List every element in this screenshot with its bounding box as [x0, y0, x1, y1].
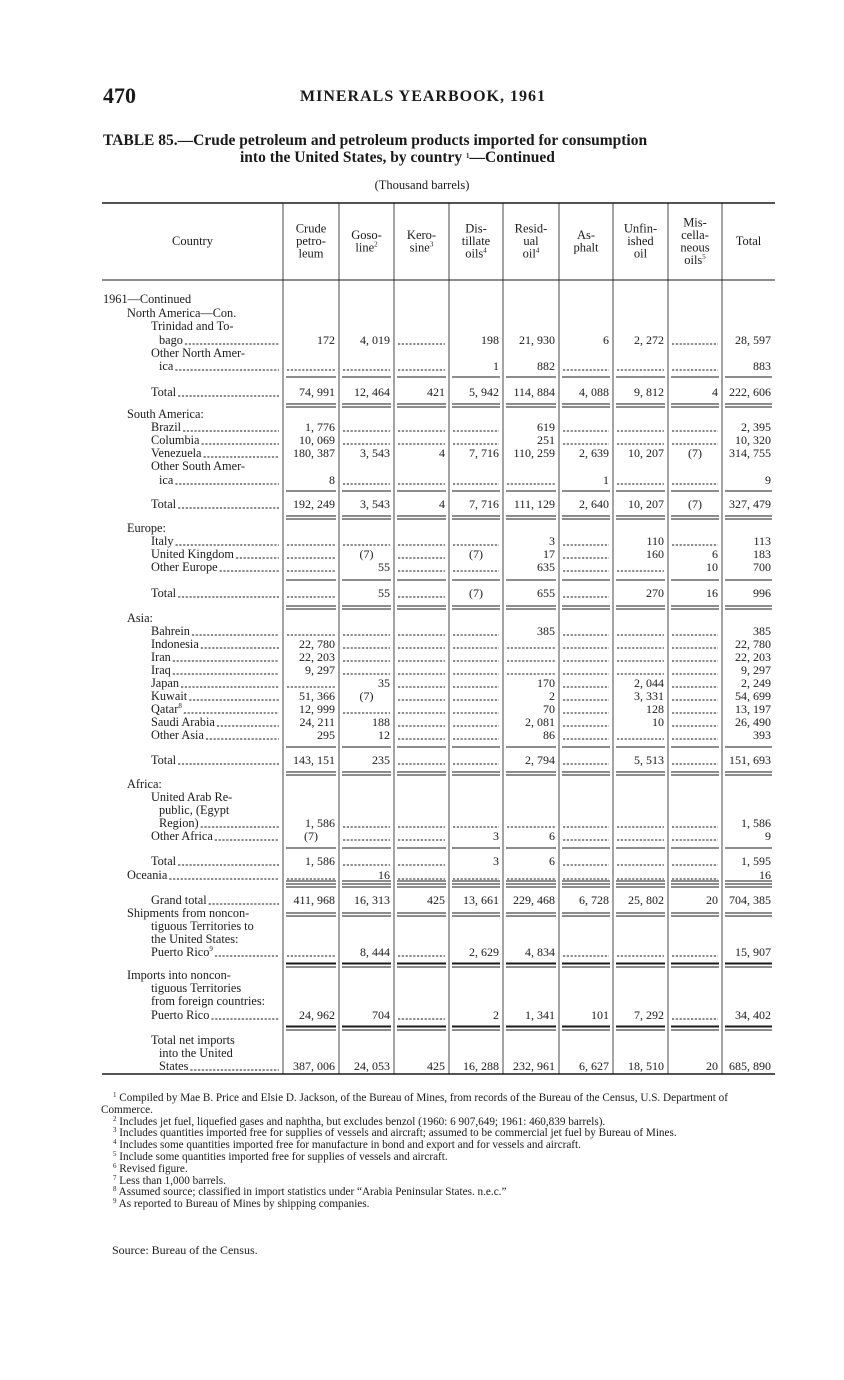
cell-value-total: 393 — [753, 728, 771, 742]
cell-value-distillate: 3 — [493, 829, 499, 843]
row-label: Total net imports — [151, 1033, 235, 1047]
cell-value-gasoline: 16, 313 — [354, 893, 390, 907]
cell-value-misc: 20 — [706, 1059, 718, 1073]
cell-value-kerosine: 425 — [427, 1059, 445, 1073]
row-label: the United States: — [151, 932, 239, 946]
cell-value-crude: 24, 962 — [299, 1008, 335, 1022]
cell-value-residual: 385 — [537, 624, 555, 638]
table-unit: (Thousand barrels) — [374, 178, 470, 192]
row-label: Grand total — [151, 893, 207, 907]
row-label: Imports into noncon- — [127, 968, 231, 982]
footnote-marker: 5 — [113, 1149, 117, 1158]
cell-value-residual: 111, 129 — [513, 497, 555, 511]
column-header-kerosine: Kero- — [406, 227, 437, 242]
column-header-crude: petro- — [296, 234, 326, 248]
row-label: into the United — [159, 1046, 233, 1060]
cell-value-residual: 6 — [549, 854, 555, 868]
cell-value-unfinished: 3, 331 — [634, 689, 664, 703]
source-note: Source: Bureau of the Census. — [112, 1243, 258, 1257]
row-label: States — [159, 1059, 189, 1073]
cell-value-crude: 387, 006 — [293, 1059, 335, 1073]
cell-value-crude: 74, 991 — [299, 385, 335, 399]
row-label: Other South Amer- — [151, 459, 246, 473]
row-label: 1961—Continued — [103, 292, 192, 306]
cell-value-residual: 655 — [537, 586, 555, 600]
cell-value-unfinished: 10, 207 — [628, 446, 664, 460]
row-label: Total — [151, 854, 177, 868]
row-label: Shipments from noncon- — [127, 906, 250, 920]
cell-value-unfinished: 110 — [646, 534, 664, 548]
cell-value-residual: 70 — [543, 702, 555, 716]
row-label: from foreign countries: — [151, 994, 266, 1008]
cell-value-total: 222, 606 — [729, 385, 771, 399]
row-label: Africa: — [127, 777, 162, 791]
cell-value-residual: 3 — [549, 534, 555, 548]
footnote-text: Include some quantities imported free for supplies of vessels and aircraft. — [116, 1150, 448, 1163]
row-label: Puerto Rico — [151, 1008, 210, 1022]
row-label: Iraq — [151, 663, 171, 677]
row-label: Trinidad and To- — [151, 319, 234, 333]
row-label: tiguous Territories — [151, 981, 242, 995]
row-label: Japan — [151, 676, 179, 690]
footnote-marker: 6 — [113, 1161, 117, 1170]
cell-value-total: 22, 203 — [735, 650, 771, 664]
cell-value-total: 28, 597 — [735, 333, 771, 347]
row-label: Asia: — [127, 611, 153, 625]
cell-value-total: 34, 402 — [735, 1008, 771, 1022]
column-header-misc: neous — [680, 240, 710, 255]
column-header-residual: ual — [523, 234, 539, 248]
cell-value-unfinished: 10, 207 — [628, 497, 664, 511]
cell-value-total: 113 — [753, 534, 771, 548]
cell-value-crude: 12, 999 — [299, 702, 335, 716]
footnote-text: Includes quantities imported free for supplies of vessels and aircraft; assumed to be commercial jet fuel by Bureau of Mines. — [116, 1127, 677, 1140]
cell-value-distillate: (7) — [469, 547, 483, 561]
row-label: Kuwait — [151, 689, 188, 703]
row-label: Venezuela — [151, 446, 202, 460]
title-line-2-suffix: —Continued — [469, 149, 555, 166]
cell-value-residual: 882 — [537, 359, 555, 373]
cell-value-gasoline: (7) — [359, 547, 374, 561]
row-label: Total — [151, 586, 177, 600]
cell-value-total: 54, 699 — [735, 689, 771, 703]
row-label: Region) — [159, 816, 199, 830]
cell-value-unfinished: 2, 044 — [634, 676, 664, 690]
column-header-gasoline: line$^2$ — [355, 240, 378, 255]
cell-value-kerosine: 425 — [427, 893, 445, 907]
column-header-kerosine: sine$^3$ — [409, 240, 434, 255]
cell-value-gasoline: 3, 543 — [360, 446, 390, 460]
cell-value-crude: 1, 586 — [305, 816, 335, 830]
cell-value-distillate: 1 — [493, 359, 499, 373]
cell-value-gasoline: 8, 444 — [360, 945, 390, 959]
cell-value-kerosine: 4 — [439, 446, 445, 460]
cell-value-asphalt: 101 — [591, 1008, 609, 1022]
cell-value-kerosine: 4 — [439, 497, 445, 511]
cell-value-crude: 411, 968 — [293, 893, 335, 907]
cell-value-gasoline: 235 — [372, 753, 390, 767]
row-label: Total — [151, 385, 177, 399]
footnote-text: Less than 1,000 barrels. — [116, 1174, 226, 1187]
row-label: ica — [159, 359, 174, 373]
column-header-misc: cella- — [681, 227, 709, 242]
cell-value-gasoline: 24, 053 — [354, 1059, 390, 1073]
cell-value-gasoline: 16 — [378, 868, 390, 882]
cell-value-residual: 251 — [537, 433, 555, 447]
cell-value-unfinished: 18, 510 — [628, 1059, 664, 1073]
page-number: 470 — [103, 83, 136, 108]
row-label: ica — [159, 473, 174, 487]
cell-value-crude: 1, 776 — [305, 420, 335, 434]
cell-value-misc: 4 — [712, 385, 718, 399]
column-header-distillate: Dis- — [465, 221, 487, 236]
cell-value-total: 314, 755 — [729, 446, 771, 460]
column-header-residual: oil$^4$ — [522, 246, 540, 261]
cell-value-asphalt: 2, 640 — [579, 497, 609, 511]
cell-value-residual: 4, 834 — [525, 945, 555, 959]
cell-value-total: 15, 907 — [735, 945, 771, 959]
cell-value-asphalt: 4, 088 — [579, 385, 609, 399]
row-label: Other North Amer- — [151, 346, 246, 360]
cell-value-residual: 86 — [543, 728, 555, 742]
cell-value-residual: 21, 930 — [519, 333, 555, 347]
cell-value-gasoline: 35 — [378, 676, 390, 690]
row-label: Other Asia — [151, 728, 204, 742]
footnote-marker: 2 — [113, 1114, 117, 1123]
row-label: Italy — [151, 534, 174, 548]
footnotes — [101, 1093, 777, 1211]
row-label: Total — [151, 497, 177, 511]
cell-value-residual: 619 — [537, 420, 555, 434]
footnote-text: Compiled by Mae B. Price and Elsie D. Jackson, of the Bureau of Mines, from records of the Bureau of the Census, U.S. Department of Commerce. — [101, 1092, 728, 1116]
row-label: Qatar$^8$ — [151, 702, 182, 716]
cell-value-total: 151, 693 — [729, 753, 771, 767]
cell-value-residual: 229, 468 — [513, 893, 555, 907]
column-header-unfinished: ished — [627, 234, 654, 248]
cell-value-misc: 16 — [706, 586, 718, 600]
column-header-misc: oils$^5$ — [684, 252, 706, 267]
cell-value-kerosine: 421 — [427, 385, 445, 399]
row-label: North America—Con. — [127, 306, 237, 320]
cell-value-total: 996 — [753, 586, 771, 600]
column-header-country: Country — [172, 234, 213, 248]
cell-value-unfinished: 160 — [646, 547, 664, 561]
cell-value-crude: 24, 211 — [299, 715, 335, 729]
footnote-1 — [101, 1093, 777, 1117]
cell-value-crude: (7) — [304, 829, 318, 843]
cell-value-total: 2, 395 — [741, 420, 771, 434]
cell-value-residual: 2 — [549, 689, 555, 703]
row-label: public, (Egypt — [159, 803, 230, 817]
cell-value-unfinished: 7, 292 — [634, 1008, 664, 1022]
cell-value-distillate: 198 — [481, 333, 499, 347]
row-label: United Arab Re- — [151, 790, 233, 804]
cell-value-asphalt: 6, 627 — [579, 1059, 609, 1073]
cell-value-residual: 2, 794 — [525, 753, 555, 767]
column-header-asphalt: As- — [576, 227, 596, 242]
cell-value-unfinished: 9, 812 — [634, 385, 664, 399]
cell-value-crude: 295 — [317, 728, 335, 742]
cell-value-distillate: (7) — [469, 586, 483, 600]
cell-value-residual: 114, 884 — [513, 385, 555, 399]
cell-value-crude: 180, 387 — [293, 446, 335, 460]
cell-value-total: 13, 197 — [735, 702, 771, 716]
cell-value-misc: (7) — [688, 497, 702, 511]
cell-value-distillate: 2 — [493, 1008, 499, 1022]
row-label: Iran — [151, 650, 171, 664]
footnote-marker: 1 — [113, 1091, 117, 1099]
cell-value-unfinished: 25, 802 — [628, 893, 664, 907]
cell-value-crude: 192, 249 — [293, 497, 335, 511]
cell-value-crude: 22, 203 — [299, 650, 335, 664]
cell-value-asphalt: 1 — [603, 473, 609, 487]
cell-value-unfinished: 10 — [652, 715, 664, 729]
cell-value-total: 385 — [753, 624, 771, 638]
cell-value-asphalt: 2, 639 — [579, 446, 609, 460]
cell-value-total: 26, 490 — [735, 715, 771, 729]
column-header-gasoline: Goso- — [351, 227, 382, 242]
cell-value-total: 1, 586 — [741, 816, 771, 830]
cell-value-total: 10, 320 — [735, 433, 771, 447]
row-label: Europe: — [127, 521, 166, 535]
cell-value-crude: 22, 780 — [299, 637, 335, 651]
cell-value-crude: 51, 366 — [299, 689, 335, 703]
cell-value-total: 2, 249 — [741, 676, 771, 690]
row-label: Bahrein — [151, 624, 190, 638]
footnote-text: Revised figure. — [116, 1162, 188, 1175]
cell-value-residual: 170 — [537, 676, 555, 690]
row-label: Total — [151, 753, 177, 767]
row-label: Other Europe — [151, 560, 218, 574]
column-header-distillate: tillate — [461, 234, 491, 248]
footnote-marker: 4 — [113, 1138, 117, 1147]
footnote-marker: 7 — [113, 1173, 117, 1182]
cell-value-distillate: 3 — [493, 854, 499, 868]
cell-value-residual: 17 — [543, 547, 555, 561]
cell-value-unfinished: 128 — [646, 702, 664, 716]
cell-value-gasoline: 12, 464 — [354, 385, 390, 399]
cell-value-gasoline: 3, 543 — [360, 497, 390, 511]
column-header-distillate: oils$^4$ — [465, 246, 487, 261]
cell-value-total: 9 — [765, 829, 771, 843]
cell-value-distillate: 13, 661 — [463, 893, 499, 907]
column-header-unfinished: oil — [633, 246, 648, 261]
footnote-9 — [101, 1199, 777, 1211]
cell-value-asphalt: 6, 728 — [579, 893, 609, 907]
row-label: Saudi Arabia — [151, 715, 215, 729]
cell-value-unfinished: 5, 513 — [634, 753, 664, 767]
cell-value-gasoline: 188 — [372, 715, 390, 729]
row-label: Indonesia — [151, 637, 199, 651]
cell-value-total: 183 — [753, 547, 771, 561]
cell-value-unfinished: 270 — [646, 586, 664, 600]
cell-value-residual: 110, 259 — [513, 446, 555, 460]
cell-value-crude: 1, 586 — [305, 854, 335, 868]
cell-value-total: 16 — [759, 868, 771, 882]
footnote-marker: 3 — [113, 1126, 117, 1135]
cell-value-residual: 232, 961 — [513, 1059, 555, 1073]
cell-value-gasoline: 55 — [378, 560, 390, 574]
cell-value-crude: 172 — [317, 333, 335, 347]
cell-value-total: 22, 780 — [735, 637, 771, 651]
cell-value-distillate: 7, 716 — [469, 497, 499, 511]
column-header-crude: Crude — [295, 221, 327, 236]
row-label: Brazil — [151, 420, 182, 434]
row-label: Columbia — [151, 433, 200, 447]
title-footnote-ref: 1 — [466, 152, 470, 160]
cell-value-misc: 10 — [706, 560, 718, 574]
cell-value-misc: 6 — [712, 547, 718, 561]
cell-value-total: 685, 890 — [729, 1059, 771, 1073]
footnote-text: As reported to Bureau of Mines by shipping companies. — [116, 1198, 370, 1211]
cell-value-asphalt: 6 — [603, 333, 609, 347]
cell-value-residual: 2, 081 — [525, 715, 555, 729]
cell-value-distillate: 5, 942 — [469, 385, 499, 399]
running-title: MINERALS YEARBOOK, 1961 — [300, 88, 546, 105]
cell-value-crude: 10, 069 — [299, 433, 335, 447]
cell-value-residual: 635 — [537, 560, 555, 574]
table-title-line-1: TABLE 85.—Crude petroleum and petroleum products imported for consumption — [103, 132, 648, 149]
cell-value-total: 700 — [753, 560, 771, 574]
row-label: South America: — [127, 407, 204, 421]
cell-value-distillate: 7, 716 — [469, 446, 499, 460]
cell-value-gasoline: 704 — [372, 1008, 390, 1022]
cell-value-misc: (7) — [688, 446, 702, 460]
cell-value-distillate: 2, 629 — [469, 945, 499, 959]
cell-value-residual: 6 — [549, 829, 555, 843]
title-line-2-text: into the United States, by country — [240, 149, 467, 166]
cell-value-total: 327, 479 — [729, 497, 771, 511]
cell-value-residual: 1, 341 — [525, 1008, 555, 1022]
footnote-marker: 9 — [113, 1197, 117, 1206]
row-label: Oceania — [127, 868, 168, 882]
footnote-5 — [101, 1149, 777, 1164]
cell-value-crude: 9, 297 — [305, 663, 335, 677]
column-header-asphalt: phalt — [573, 240, 599, 255]
cell-value-total: 9, 297 — [741, 663, 771, 677]
row-label: tiguous Territories to — [151, 919, 254, 933]
footnote-marker: 8 — [113, 1185, 117, 1194]
cell-value-misc: 20 — [706, 893, 718, 907]
cell-value-distillate: 16, 288 — [463, 1059, 499, 1073]
row-label: Other Africa — [151, 829, 213, 843]
column-header-crude: leum — [298, 246, 324, 261]
cell-value-total: 9 — [765, 473, 771, 487]
cell-value-unfinished: 2, 272 — [634, 333, 664, 347]
cell-value-gasoline: (7) — [359, 689, 374, 703]
footnote-text: Includes jet fuel, liquefied gases and naphtha, but excludes benzol (1960: 6 907,649; 1961: 460,839 barrels). — [116, 1115, 606, 1128]
column-header-unfinished: Unfin- — [623, 221, 658, 236]
row-label: Puerto Rico$^9$ — [151, 945, 213, 959]
row-label: bago — [159, 333, 183, 347]
cell-value-total: 883 — [753, 359, 771, 373]
column-header-total: Total — [735, 234, 762, 248]
footnote-text: Assumed source; classified in import statistics under “Arabia Peninsular States. n.e.c.” — [116, 1186, 507, 1199]
cell-value-total: 704, 385 — [729, 893, 771, 907]
column-header-misc: Mis- — [683, 215, 707, 230]
cell-value-total: 1, 595 — [741, 854, 771, 868]
cell-value-crude: 143, 151 — [293, 753, 335, 767]
row-label: United Kingdom — [151, 547, 234, 561]
cell-value-crude: 8 — [329, 473, 335, 487]
cell-value-gasoline: 12 — [378, 728, 390, 742]
footnote-text: Includes some quantities imported free for manufacture in bond and export and for vessels and aircraft. — [116, 1139, 581, 1152]
cell-value-gasoline: 4, 019 — [360, 333, 390, 347]
cell-value-gasoline: 55 — [378, 586, 390, 600]
column-header-residual: Resid- — [514, 221, 548, 236]
